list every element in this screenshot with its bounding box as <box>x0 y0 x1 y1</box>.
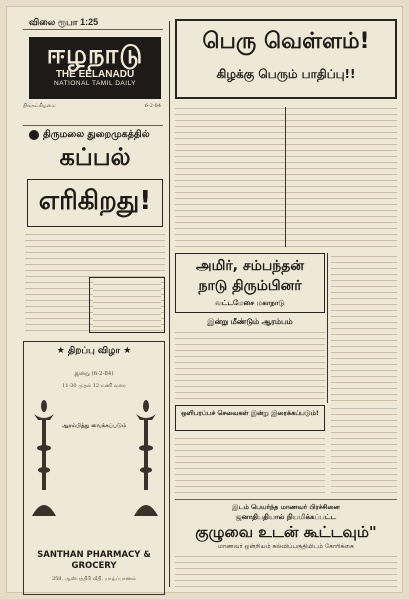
oil-lamp-icon <box>30 398 58 518</box>
bottom-story-deck: மாணவர் ஒன்றியம் கல்விப்பகுதியிடம் கோரிக்கை <box>218 543 354 550</box>
headline-line-2: கிழக்கு பெரும் பாதிப்பு!! <box>216 67 356 81</box>
newspaper-page <box>6 6 403 593</box>
headline-box <box>175 19 397 99</box>
dateline-block <box>23 103 161 125</box>
price-label: விலை ரூபா 1:25 <box>29 17 99 27</box>
left-story-title: கப்பல் <box>59 143 131 171</box>
right-column-body-2 <box>331 405 397 495</box>
lower-story-body <box>175 435 325 495</box>
masthead-title-english: THE EELANADU <box>55 69 135 80</box>
middle-story-sub-2: இன்று மீண்டும் ஆரம்பம் <box>207 317 293 326</box>
dateline-date: 6-2-84 <box>144 103 161 109</box>
bottom-story-kicker: இடம் பெயர்ந்த மாணவர் பிரச்சினை <box>232 503 340 511</box>
flood-story-body <box>175 105 397 249</box>
middle-story-sub-1: வட்டமேசை மகாநாடு <box>215 299 285 307</box>
column-rule <box>285 107 286 247</box>
ad-address: 358, ஆஸ்பத்திரி வீதி, யாழ்ப்பாணம் <box>51 576 137 582</box>
left-story-kicker: திருமலை துறைமுகத்தில் <box>43 129 150 140</box>
ad-shop-name: SANTHAN PHARMACY & GROCERY <box>37 550 151 571</box>
bottom-story-sub: ஜனாதிபதியால் நியமிக்கப்பட்ட <box>235 513 337 521</box>
lower-story-title: ஒளிபரப்பச் செவைகள் இன்று இரைக்கப்படும்! <box>181 409 319 417</box>
bullet-icon <box>29 130 39 140</box>
ad-time: 11-30 முதல் 12 மணி வரை <box>62 383 126 389</box>
dateline-weekday: திங்கட்கிழமை <box>23 103 56 109</box>
bottom-story-body <box>175 553 397 589</box>
sidebar-box-text <box>93 281 161 329</box>
divider <box>23 125 163 126</box>
divider <box>175 499 397 500</box>
right-column-body <box>331 253 397 401</box>
ad-date: இன்று (6-2-84) <box>74 371 114 377</box>
headline-line-1: பெரு வெள்ளம்! <box>202 29 370 54</box>
middle-story-title-2: நாடு திரும்பினர் <box>198 278 302 294</box>
column-rule <box>327 253 328 403</box>
oil-lamp-icon <box>132 398 160 518</box>
advertisement <box>23 341 165 595</box>
middle-story-title-1: அமிர், சம்பந்தன் <box>196 258 304 274</box>
lower-story-headline-box <box>175 405 325 431</box>
bottom-story-title: குழுவை உடன் கூட்டவும்" <box>195 523 377 541</box>
middle-story-body <box>175 329 325 401</box>
left-story-title-box <box>27 179 163 227</box>
middle-story-headline-box <box>175 253 325 313</box>
ad-open-text: ஆரம்பித்து வைக்கப்படும் <box>61 423 127 429</box>
left-story-title-2: எரிகிறது! <box>38 186 152 216</box>
divider <box>23 29 163 30</box>
masthead <box>29 37 161 99</box>
masthead-subtitle: NATIONAL TAMIL DAILY <box>54 80 136 87</box>
column-rule <box>169 21 170 587</box>
ad-heading: ★ திறப்பு விழா ★ <box>56 346 132 356</box>
masthead-title-tamil: ஈழநாடு <box>46 39 144 69</box>
sidebar-box <box>89 277 165 333</box>
